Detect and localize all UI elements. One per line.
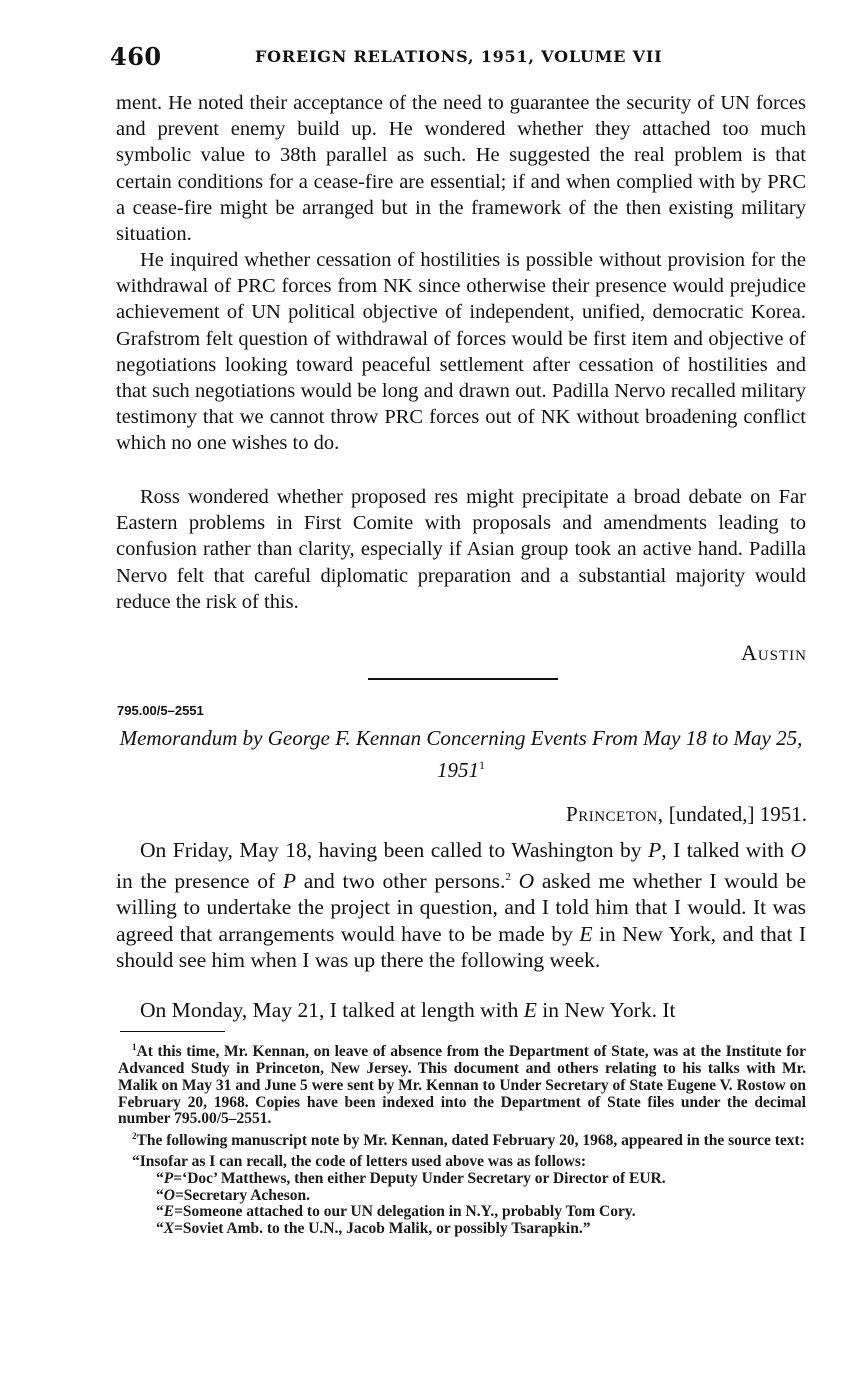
dateline-place: Princeton, xyxy=(566,802,664,826)
code-letter: O xyxy=(790,838,807,862)
code-letter: O xyxy=(518,868,535,893)
document-title xyxy=(116,725,806,784)
signature: Austin xyxy=(740,640,807,665)
body-paragraph-2: He inquired whether cessation of hostilities is possible without provision for the withdrawal of PRC forces from NK since otherwise their presence would prejudice achievement of UN political objective of independent, unified, democratic Korea. Grafstrom felt question of withdrawal of forces would be first item and objective of negotiations looking toward peaceful settlement after cessation of hostilities and that such negotiations would be long and drawn out. Padilla Nervo recalled military testimony that we cannot throw PRC forces out of NK without broadening conflict which no one wishes to do. xyxy=(116,249,806,455)
code-letter: O xyxy=(163,1186,175,1204)
memo-text: , I talked with xyxy=(661,838,784,862)
code-text: =Soviet Amb. to the U.N., Jacob Malik, or possibly Tsarapkin.” xyxy=(174,1220,591,1238)
file-number: 795.00/5–2551 xyxy=(117,703,204,718)
code-entry: “E=Someone attached to our UN delegation in N.Y., probably Tom Cory. xyxy=(156,1203,636,1221)
memo-text: asked me whether I would be willing to undertake the project in question, and I told him that I would. It was agreed that arrangements would have to be made by xyxy=(116,868,806,946)
code-letter: E xyxy=(523,998,537,1022)
code-entry: “P=‘Doc’ Matthews, then either Deputy Under Secretary or Director of EUR. xyxy=(156,1169,666,1187)
code-list xyxy=(118,1171,806,1238)
code-entry: “O=Secretary Acheson. xyxy=(156,1186,311,1204)
code-letter: E xyxy=(163,1203,175,1221)
footnote-1 xyxy=(118,1039,806,1128)
code-text: =Someone attached to our UN delegation in N.Y., probably Tom Cory. xyxy=(174,1203,636,1221)
footnote-text: At this time, Mr. Kennan, on leave of absence from the Department of State, was at the Institute for Advanced Study in Princeton, New Jersey. This document and others relating to his talks with Mr. Malik on May 31 and June 5 were sent by Mr. Kennan to Under Secretary of State Eugene V. Rostow on February 20, 1968. Copies have been indexed into the Department of State files under the decimal number 795.00/5–2551. xyxy=(118,1043,806,1128)
code-letter: X xyxy=(163,1220,175,1238)
document-title-text: Memorandum by George F. Kennan Concerning Events From May 18 to May 25, 1951 xyxy=(119,726,803,782)
code-letter: P xyxy=(163,1169,174,1187)
footnote-ref: 2 xyxy=(505,870,511,883)
body-paragraph-1: ment. He noted their acceptance of the need to guarantee the security of UN forces and prevent enemy build up. He wondered whether they attached too much symbolic value to 38th parallel as such. He suggested the real problem is that certain conditions for a cease-fire are essential; if and when complied with by PRC a cease-fire might be arranged but in the framework of the then existing military situation. xyxy=(116,92,806,246)
memo-paragraph-2 xyxy=(116,997,806,1024)
body-paragraph-3: Ross wondered whether proposed res might precipitate a broad debate on Far Eastern problems in First Comite with proposals and amendments leading to confusion rather than clarity, especially if Asian group took an active hand. Padilla Nervo felt that careful diplomatic preparation and a substantial majority would reduce the risk of this. xyxy=(116,486,806,613)
code-entry: “X=Soviet Amb. to the U.N., Jacob Malik, or possibly Tsarapkin.” xyxy=(156,1220,591,1238)
code-text: =Secretary Acheson. xyxy=(174,1186,311,1204)
title-footnote-ref: 1 xyxy=(479,758,485,772)
dateline xyxy=(566,802,807,827)
footnote-text: The following manuscript note by Mr. Kennan, dated February 20, 1968, appeared in the source text: xyxy=(136,1132,805,1150)
running-title: FOREIGN RELATIONS, 1951, VOLUME VII xyxy=(255,47,663,66)
memo-text: in New York, and that I should see him when I was up there the following week. xyxy=(116,921,806,973)
footnote-rule xyxy=(120,1031,225,1032)
memo-text: On Monday, May 21, I talked at length with xyxy=(140,998,519,1022)
footnote-2 xyxy=(118,1128,806,1150)
memo-text: On Friday, May 18, having been called to Washington by xyxy=(140,838,642,862)
footnote-marker: 1 xyxy=(132,1042,137,1052)
memo-text: and two other persons. xyxy=(303,868,506,893)
footnote-marker: 2 xyxy=(132,1131,137,1142)
code-text: =‘Doc’ Matthews, then either Deputy Under Secretary or Director of EUR. xyxy=(173,1169,666,1187)
memo-paragraph-1 xyxy=(116,837,806,974)
dateline-date: [undated,] 1951. xyxy=(668,802,807,826)
page-number: 460 xyxy=(110,42,162,71)
memo-text: in New York. It xyxy=(542,998,676,1022)
code-letter: P xyxy=(282,868,297,893)
footnotes xyxy=(118,1039,806,1238)
code-letter: P xyxy=(648,838,662,862)
memo-text: in the presence of xyxy=(116,868,276,893)
section-divider xyxy=(368,678,558,680)
footnote-quote-intro: “Insofar as I can recall, the code of letters used above was as follows: xyxy=(132,1153,587,1171)
code-letter: E xyxy=(579,921,593,946)
